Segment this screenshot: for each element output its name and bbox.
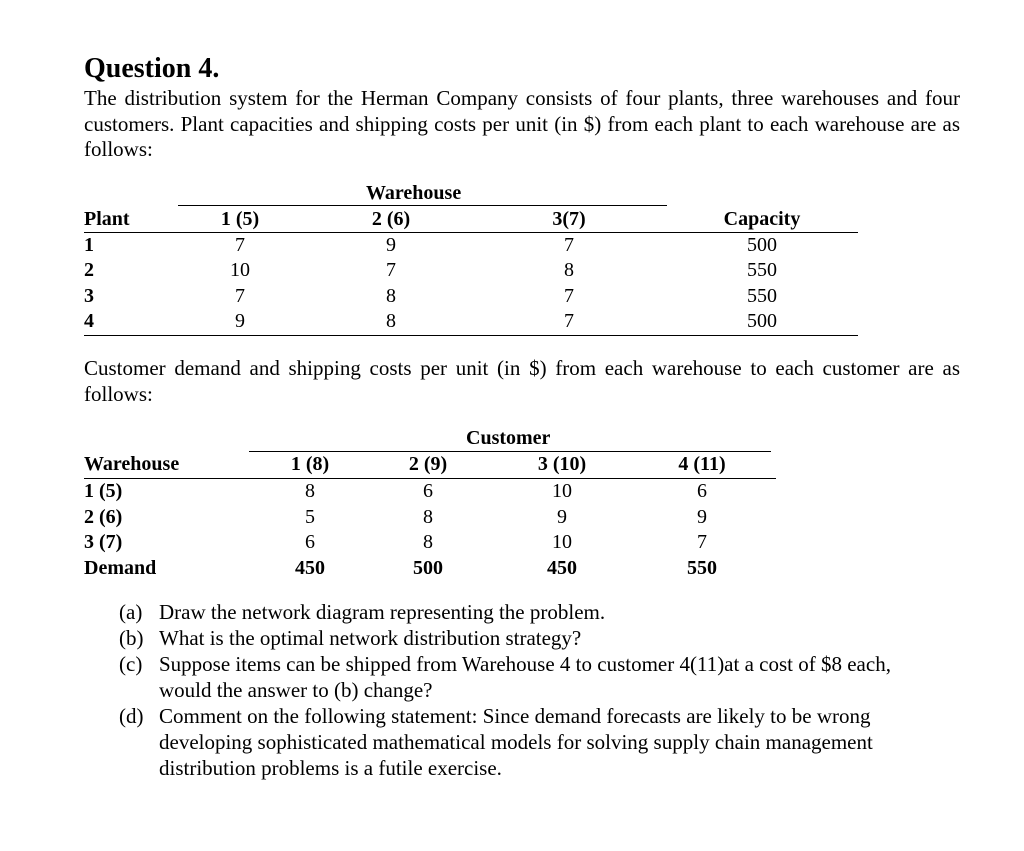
question-text-line: Suppose items can be shipped from Warehouse 4 to customer 4(11)at a cost of $8 each, (159, 652, 891, 676)
table2-demand-value: 550 (687, 557, 717, 579)
table1-cell: 7 (235, 285, 245, 307)
table1-row-header: Plant (84, 208, 130, 230)
question-text-line: What is the optimal network distribution strategy? (159, 626, 582, 650)
question-text-line: developing sophisticated mathematical models for solving supply chain management (159, 730, 873, 754)
table1-group-header: Warehouse (366, 182, 462, 204)
table1-capacity-header: Capacity (723, 208, 801, 230)
table2-demand-value: 500 (413, 557, 443, 579)
table1-cell: 9 (386, 234, 396, 256)
table1-row-label: 2 (84, 259, 94, 281)
table1-cell: 7 (386, 259, 396, 281)
table1-cell: 7 (564, 310, 574, 332)
question-text-line: Comment on the following statement: Since demand forecasts are likely to be wrong (159, 704, 871, 728)
table1-capacity: 500 (747, 234, 777, 256)
table2-row-label: 3 (7) (84, 531, 123, 553)
question-label: (c) (119, 652, 143, 676)
table1-cell: 9 (235, 310, 245, 332)
table2-demand-value: 450 (547, 557, 577, 579)
table2-col-header: 2 (9) (408, 453, 448, 475)
question-label: (d) (119, 704, 144, 728)
table2-row-label: 2 (6) (84, 506, 123, 528)
table2-cell: 9 (697, 506, 707, 528)
table1-capacity: 550 (747, 285, 777, 307)
table2-cell: 9 (557, 506, 567, 528)
table1-cell: 8 (386, 285, 396, 307)
table2-row-header: Warehouse (84, 453, 180, 475)
table2-cell: 6 (305, 531, 315, 553)
table2-demand-label: Demand (84, 557, 157, 579)
table2-cell: 10 (552, 531, 572, 553)
table1-col-header: 2 (6) (371, 208, 411, 230)
demand-paragraph: Customer demand and shipping costs per unit (in $) from each warehouse to each customer are as follows: (84, 356, 960, 406)
table2-row-label: 1 (5) (84, 480, 123, 502)
table1-cell: 8 (564, 259, 574, 281)
question-title: Question 4. (84, 53, 220, 84)
table2-cell: 7 (697, 531, 707, 553)
table1-capacity: 550 (747, 259, 777, 281)
table2-col-header: 1 (8) (290, 453, 330, 475)
table2-cell: 8 (423, 506, 433, 528)
table1-cell: 7 (564, 234, 574, 256)
table2-group-header: Customer (466, 427, 551, 449)
table1-cell: 7 (564, 285, 574, 307)
table2-cell: 8 (305, 480, 315, 502)
question-text-line: distribution problems is a futile exercise. (159, 756, 502, 780)
table1-cell: 10 (230, 259, 250, 281)
table1-capacity: 500 (747, 310, 777, 332)
table1-row-label: 3 (84, 285, 94, 307)
table1-col-header: 3(7) (552, 208, 586, 230)
question-label: (a) (119, 600, 143, 624)
table1-cell: 7 (235, 234, 245, 256)
table2-col-header: 3 (10) (537, 453, 587, 475)
intro-paragraph: The distribution system for the Herman Company consists of four plants, three warehouses and four customers. Plant capacities and shipping costs per unit (in $) from each plant to each warehouse are as follows: (84, 86, 960, 161)
table2-cell: 8 (423, 531, 433, 553)
table2-cell: 6 (423, 480, 433, 502)
table2-cell: 5 (305, 506, 315, 528)
table2-cell: 6 (697, 480, 707, 502)
table1-row-label: 1 (84, 234, 94, 256)
question-text-line: would the answer to (b) change? (159, 678, 433, 702)
question-label: (b) (119, 626, 144, 650)
table1-col-header: 1 (5) (220, 208, 260, 230)
question-text-line: Draw the network diagram representing the problem. (159, 600, 606, 624)
table1-group-rule (178, 205, 667, 206)
table2-demand-value: 450 (295, 557, 325, 579)
table2-cell: 10 (552, 480, 572, 502)
table1-bottom-rule (84, 335, 858, 336)
table1-cell: 8 (386, 310, 396, 332)
table1-row-label: 4 (84, 310, 94, 332)
table2-col-header: 4 (11) (678, 453, 726, 475)
